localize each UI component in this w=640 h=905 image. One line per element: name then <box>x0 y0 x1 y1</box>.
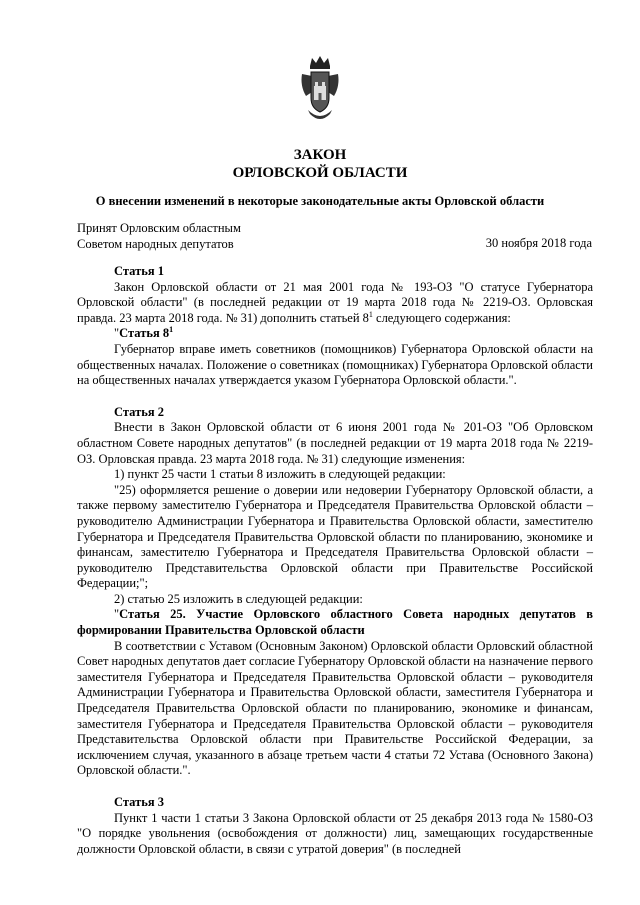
article-1-heading: Статья 1 <box>114 264 164 278</box>
article-25-heading: "Статья 25. Участие Орловского областного Совета народных депутатов в формировании Правительства Орловской области <box>77 607 593 638</box>
adoption-date: 30 ноября 2018 года <box>485 236 592 250</box>
article-2-item-1-text: "25) оформляется решение о доверии или недоверии Губернатору Орловской области, а также первому заместителю Губернатора и Председателя Правительства Орловской области – руководителю Администрации Губернатора и Правительства Орловской области, заместителю Губернатора и Председателя Правительства Орловской области по планированию, экономике и финансам, заместителю Губернатора и Председателя Правительства Орловской области – руководителю Представительства Орловской области при Правительстве Российской Федерации;"; <box>77 482 593 591</box>
article-2-item-2: 2) статью 25 изложить в следующей редакции: <box>114 591 363 606</box>
article-2-heading: Статья 2 <box>114 404 164 419</box>
adoption-line-1: Принят Орловским областным <box>77 221 241 235</box>
article-3-heading: Статья 3 <box>114 795 164 809</box>
coat-of-arms-icon <box>298 52 342 124</box>
adoption-line-2: Советом народных депутатов <box>77 237 234 251</box>
article-2-item-1: 1) пункт 25 части 1 статьи 8 изложить в следующей редакции: <box>114 467 446 482</box>
article-1-paragraph: Закон Орловской области от 21 мая 2001 года № 193-ОЗ "О статусе Губернатора Орловской области" (в последней редакции от 19 марта 2018 года № 2219-ОЗ. Орловская правда. 23 марта 2018 года. № 31) дополнить статьей $8^1$ следующего содержания: <box>77 279 593 325</box>
new-article-8-1-text: Губернатор вправе иметь советников (помощников) Губернатора Орловской области на общественных началах. Положение о советниках (помощниках) Губернатора Орловской области на общественных началах утверждается указом Губернатора Орловской области.". <box>77 341 593 388</box>
law-title: ЗАКОН <box>293 147 347 163</box>
law-body <box>77 264 593 857</box>
article-2-paragraph: Внести в Закон Орловской области от 6 июня 2001 года № 201-ОЗ "Об Орловском областном Совете народных депутатов" (в последней редакции от 19 марта 2018 года № 2219-ОЗ. Орловская правда. 23 марта 2018 года. № 31) следующие изменения: <box>77 420 593 466</box>
law-subtitle: О внесении изменений в некоторые законодательные акты Орловской области <box>95 194 545 208</box>
article-25-text: В соответствии с Уставом (Основным Законом) Орловской области Орловский областной Совет народных депутатов дает согласие Губернатору Орловской области на назначение первого заместителя Губернатора и Председателя Правительства Орловской области – руководителя Администрации Губернатора и Правительства Орловской области, заместителя Губернатора и Председателя Правительства Орловской области по планированию, экономике и финансам, заместителя Губернатора и Председателя Правительства Орловской области – руководителя Представительства Орловской области при Правительстве Российской Федерации, за исключением случая, указанного в абзаце третьем части 4 статьи 72 Устава (Основного Закона) Орловской области.". <box>77 638 593 778</box>
new-article-8-1-heading: "Статья $8^1$ <box>114 325 174 341</box>
adoption-info <box>77 220 241 252</box>
article-3-paragraph: Пункт 1 части 1 статьи 3 Закона Орловской области от 25 декабря 2013 года № 1580-ОЗ "О порядке увольнения (освобождения от должности) лиц, замещающих государственные должности Орловской области, в связи с утратой доверия" (в последней <box>77 810 593 856</box>
region-title: ОРЛОВСКОЙ ОБЛАСТИ <box>232 165 408 181</box>
